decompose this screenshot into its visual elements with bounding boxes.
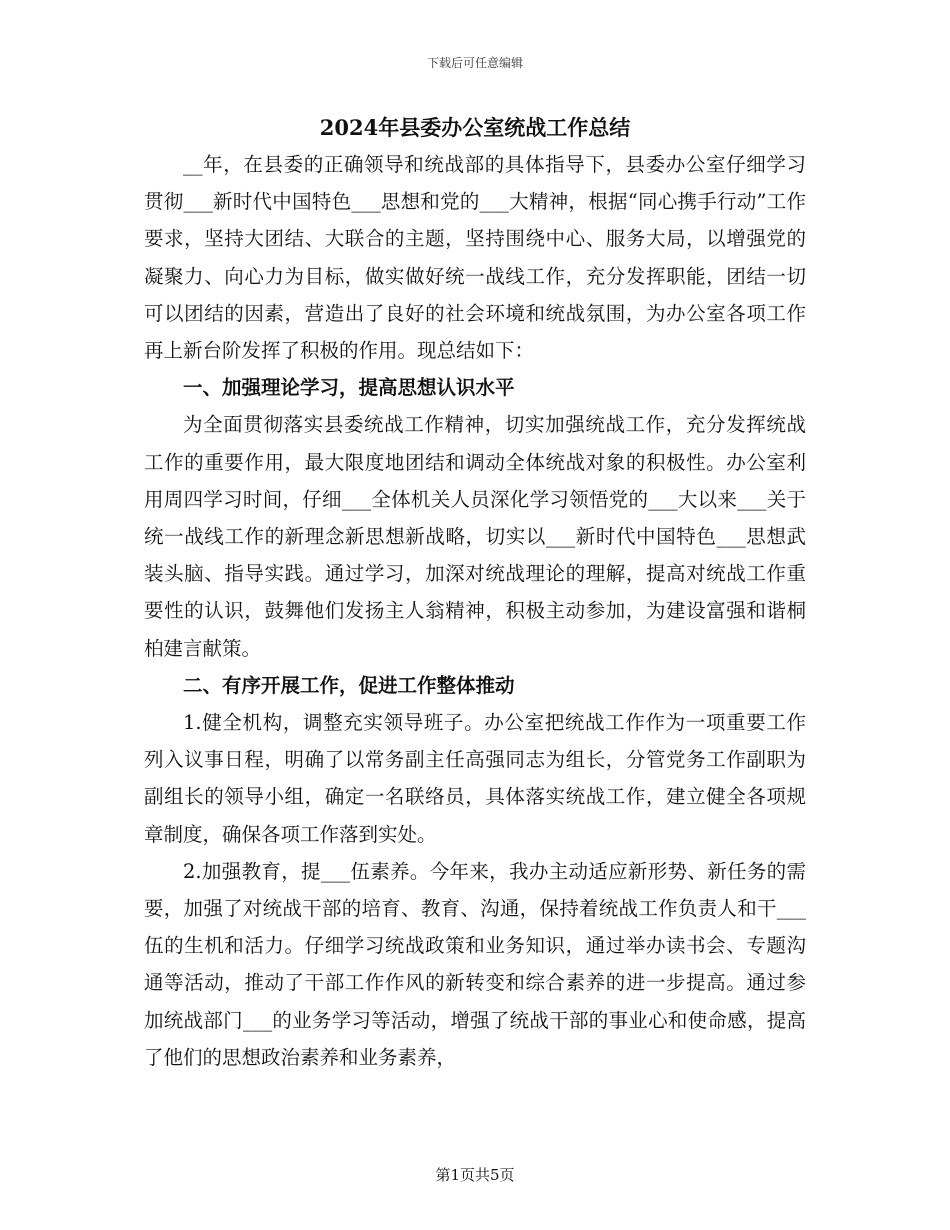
document-body bbox=[144, 146, 806, 1076]
header-note: 下载后可任意编辑 bbox=[426, 56, 523, 70]
intro-paragraph: __年，在县委的正确领导和统战部的具体指导下，县委办公室仔细学习贯彻___新时代中国特色___思想和党的___大精神，根据“同心携手行动”工作要求，坚持大团结、大联合的主题，坚持围绕中心、服务大局，以增强党的凝聚力、向心力为目标，做实做好统一战线工作，充分发挥职能，团结一切可以团结的因素，营造出了良好的社会环境和统战氛围，为办公室各项工作再上新台阶发挥了积极的作用。现总结如下： bbox=[144, 153, 806, 363]
section-1-paragraph: 为全面贯彻落实县委统战工作精神，切实加强统战工作，充分发挥统战工作的重要作用，最大限度地团结和调动全体统战对象的积极性。办公室利用周四学习时间，仔细___全体机关人员深化学习领悟党的___大以来___关于统一战线工作的新理念新思想新战略，切实以___新时代中国特色___思想武装头脑、指导实践。通过学习，加深对统战理论的理解，提高对统战工作重要性的认识，鼓舞他们发扬主人翁精神，积极主动参加，为建设富强和谐桐柏建言献策。 bbox=[144, 413, 806, 660]
page-footer: 第1页共5页 bbox=[435, 1166, 515, 1184]
section-2-item-2: 2.加强教育，提___伍素养。今年来，我办主动适应新形势、新任务的需要，加强了对统战干部的培育、教育、沟通，保持着统战工作负责人和干___伍的生机和活力。仔细学习统战政策和业务知识，通过举办读书会、专题沟通等活动，推动了干部工作作风的新转变和综合素养的进一步提高。通过参加统战部门___的业务学习等活动，增强了统战干部的事业心和使命感，提高了他们的思想政治素养和业务素养， bbox=[144, 859, 806, 1069]
document-title: 2024年县委办公室统战工作总结 bbox=[319, 115, 631, 140]
section-2-item-1: 1.健全机构，调整充实领导班子。办公室把统战工作作为一项重要工作列入议事日程，明确了以常务副主任高强同志为组长，分管党务工作副职为副组长的领导小组，确定一名联络员，具体落实统战工作，建立健全各项规章制度，确保各项工作落到实处。 bbox=[144, 711, 806, 846]
section-heading-1: 一、加强理论学习，提高思想认识水平 bbox=[183, 376, 515, 400]
section-heading-2: 二、有序开展工作，促进工作整体推动 bbox=[183, 673, 515, 697]
